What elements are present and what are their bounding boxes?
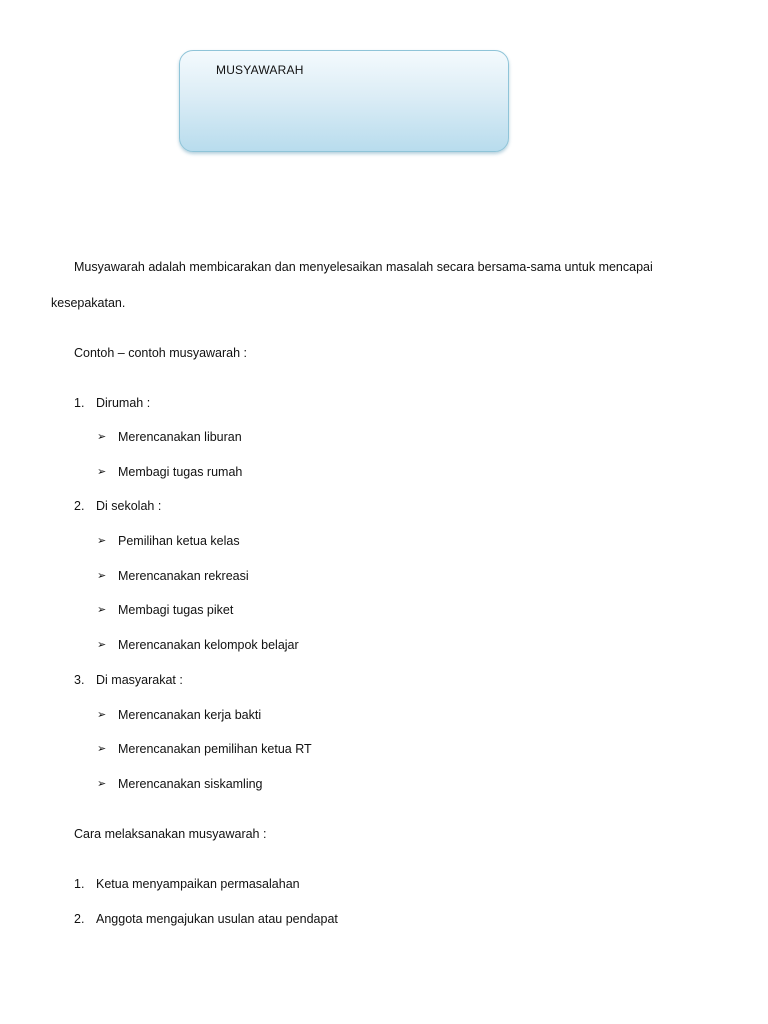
step-text: Ketua menyampaikan permasalahan xyxy=(96,877,300,891)
list-item: Membagi tugas piket xyxy=(118,603,234,617)
document-title: MUSYAWARAH xyxy=(216,63,304,77)
group-number: 1. xyxy=(74,396,85,410)
arrowhead-bullet-icon: ➢ xyxy=(97,465,107,478)
group-label-community: Di masyarakat : xyxy=(96,673,183,687)
intro-line-1: Musyawarah adalah membicarakan dan menyelesaikan masalah secara bersama-sama untuk mencapai xyxy=(74,260,653,274)
group-label-home: Dirumah : xyxy=(96,396,151,410)
list-item: Merencanakan kerja bakti xyxy=(118,708,262,722)
list-item: Merencanakan rekreasi xyxy=(118,569,249,583)
list-item: Pemilihan ketua kelas xyxy=(118,534,240,548)
title-box xyxy=(179,50,509,152)
intro-line-2: kesepakatan. xyxy=(51,296,126,310)
arrowhead-bullet-icon: ➢ xyxy=(97,430,107,443)
arrowhead-bullet-icon: ➢ xyxy=(97,708,107,721)
list-item: Merencanakan pemilihan ketua RT xyxy=(118,742,312,756)
list-item: Merencanakan liburan xyxy=(118,430,242,444)
group-label-school: Di sekolah : xyxy=(96,499,162,513)
group-number: 2. xyxy=(74,499,85,513)
arrowhead-bullet-icon: ➢ xyxy=(97,534,107,547)
arrowhead-bullet-icon: ➢ xyxy=(97,638,107,651)
step-text: Anggota mengajukan usulan atau pendapat xyxy=(96,912,338,926)
step-number: 2. xyxy=(74,912,85,926)
arrowhead-bullet-icon: ➢ xyxy=(97,603,107,616)
step-number: 1. xyxy=(74,877,85,891)
examples-heading: Contoh – contoh musyawarah : xyxy=(74,346,248,360)
arrowhead-bullet-icon: ➢ xyxy=(97,569,107,582)
arrowhead-bullet-icon: ➢ xyxy=(97,742,107,755)
list-item: Membagi tugas rumah xyxy=(118,465,243,479)
arrowhead-bullet-icon: ➢ xyxy=(97,777,107,790)
list-item: Merencanakan kelompok belajar xyxy=(118,638,299,652)
list-item: Merencanakan siskamling xyxy=(118,777,263,791)
group-number: 3. xyxy=(74,673,85,687)
method-heading: Cara melaksanakan musyawarah : xyxy=(74,827,267,841)
